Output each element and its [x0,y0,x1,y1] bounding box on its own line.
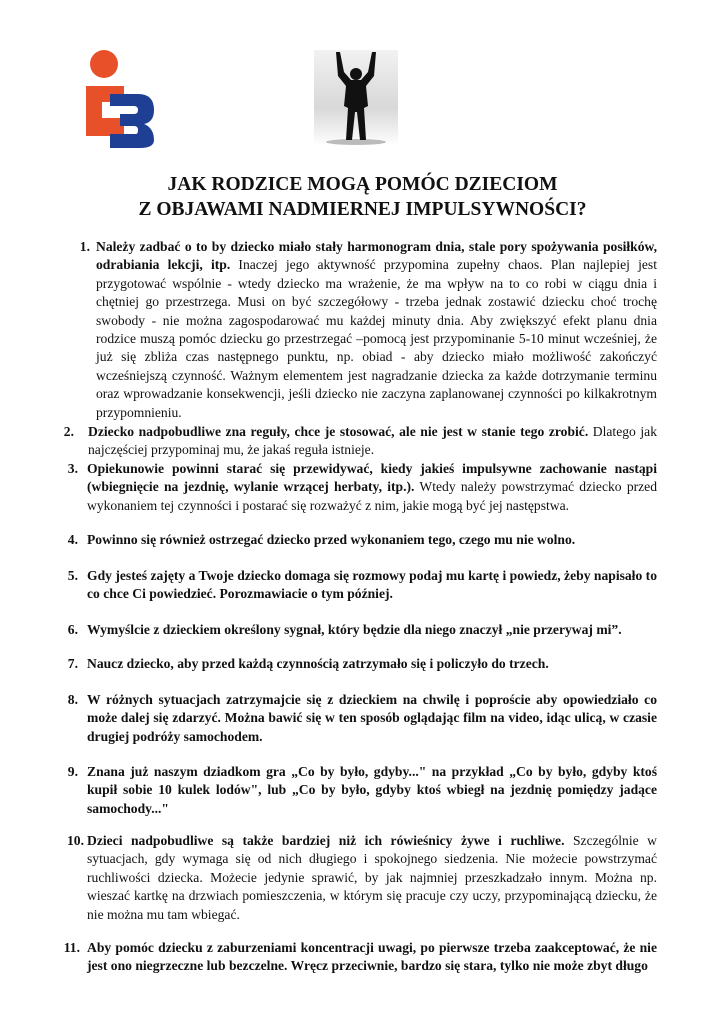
item-number: 9. [67,764,78,779]
item-number: 3. [67,461,78,476]
silhouette-photo [314,50,398,146]
item-number: 5. [67,568,78,583]
item-number: 4. [67,532,78,547]
list-item: Znana już naszym dziadkom gra „Co by było, gdyby..." na przykład „Co by było, gdyby ktoś kupił sobie 10 kulek lodów", lub „Co by było, gdyby ktoś wbiegł na jezdnię pomiędzy jadące samochody..." [87,764,657,816]
item-number: 6. [67,622,78,637]
item-number: 7. [67,656,78,671]
list-item: Opiekunowie powinni starać się przewidywać, kiedy jakieś impulsywne zachowanie nastąpi (wbiegnięcie na jezdnię, wylanie wrzącej herbaty, itp.). Wtedy należy powstrzymać dziecko przed wykonaniem tej czynności i postarać się rozważyć z nim, jakie mogą być jej następstwa. [87,461,658,513]
page-subtitle: Z OBJAWAMI NADMIERNEJ IMPULSYWNOŚCI? [138,199,587,220]
list-item: Naucz dziecko, aby przed każdą czynnością zatrzymało się i policzyło do trzech. [87,656,549,671]
list-item: W różnych sytuacjach zatrzymajcie się z dzieckiem na chwilę i poproście aby opowiedziało co może dalej się zdarzyć. Można bawić się w ten sposób oglądając film na video, idąc ulicą, w czasie drugiej podróży samochodem. [87,692,657,744]
list-item: Dzieci nadpobudliwe są także bardziej niż ich rówieśnicy żywe i ruchliwe. Szczególnie w sytuacjach, gdy wymaga się od nich długiego i spokojnego siedzenia. Nie możecie powstrzymać ruchliwości dziecka. Możecie jedynie sprawić, by jak najmniej przeszkadzało innym. Można np. wieszać kartkę na drzwiach pomieszczenia, w którym się pracuje czy uczy, przypominającą dziecku, że nie można mu tam wbiegać. [87,833,657,922]
list-item: Aby pomóc dziecku z zaburzeniami koncentracji uwagi, po pierwsze trzeba zaakceptować, że nie jest ono niegrzeczne lub bezczelne. Wręcz przeciwnie, bardzo się stara, tylko nie może zbyt długo [87,940,657,974]
list-item: Gdy jesteś zajęty a Twoje dziecko domaga się rozmowy podaj mu kartę i powiedz, żeby napisało to co chce Ci powiedzieć. Porozmawiacie o tym później. [87,568,657,602]
logo-icon [80,48,155,148]
item-number: 2. [63,424,74,439]
list-item: Dziecko nadpobudliwe zna reguły, chce je stosować, ale nie jest w stanie tego zrobić. Dlatego jak najczęściej przypominaj mu, że jakaś reguła istnieje. [88,424,658,458]
item-number: 8. [67,692,78,707]
list-item: Powinno się również ostrzegać dziecko przed wykonaniem tego, czego mu nie wolno. [87,532,576,547]
list-item: Wymyślcie z dzieckiem określony sygnał, który będzie dla niego znaczył „nie przerywaj mi”. [87,622,622,637]
item-number: 11. [63,940,80,955]
item-number: 10. [67,833,84,848]
item-number: 1. [79,239,90,254]
list-item: Należy zadbać o to by dziecko miało stały harmonogram dnia, stale pory spożywania posiłków, odrabiania lekcji, itp. Inaczej jego aktywność przypomina zupełny chaos. Plan najlepiej jest przygotować wspólnie - wtedy dziecko ma wrażenie, że ma wpływ na to co robi w ciągu dnia i chętniej go przestrzega. Musi on być szczegółowy - trzeba jednak zostawić dziecku choć trochę swobody - nie można zagospodarować mu każdej minuty dnia. Aby zwiększyć efekt planu dnia rodzice muszą pomóc dziecku go przestrzegać –pomocą jest przypominanie 5-10 minut wcześniej, że już się zbliża czas następnego punktu, np. obiad - aby dziecko miało możliwość zakończyć wcześniejszą czynność. Ważnym elementem jest nagradzanie dziecka za każde dotrzymanie terminu oraz wprowadzanie konsekwencji, jeśli dziecko nie zaczyna zaplanowanej czynności po kilkakrotnym przypomnieniu. [96,239,657,420]
page-title: JAK RODZICE MOGĄ POMÓC DZIECIOM [167,174,558,195]
